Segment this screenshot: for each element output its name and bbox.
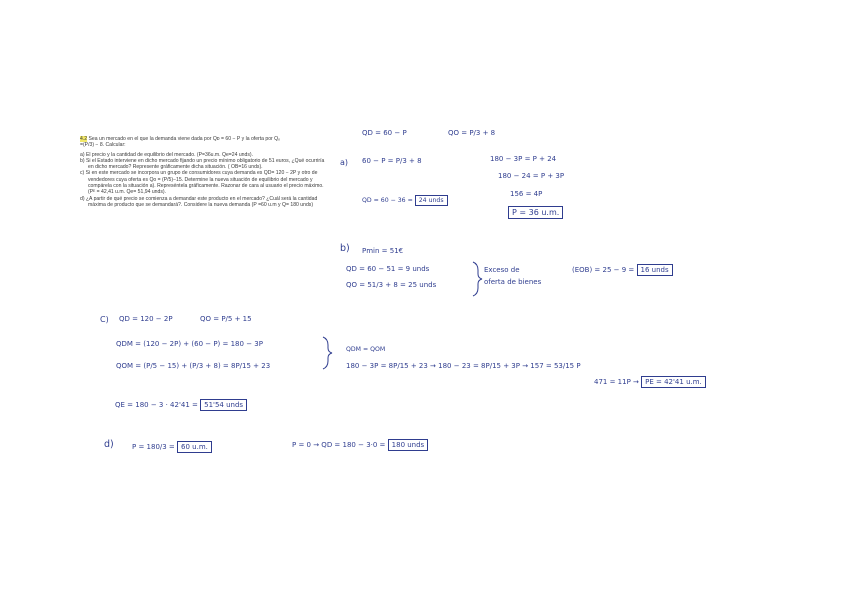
answer-b-box: 16 unds bbox=[637, 264, 673, 276]
answer-c-supply: QO = P/5 + 15 bbox=[200, 315, 252, 323]
answer-c-eq1: 180 − 3P = 8P/15 + 23 → 180 − 23 = 8P/15 + 3P → 157 = 53/15 P bbox=[346, 362, 581, 370]
brace-b bbox=[473, 262, 482, 296]
brace-c bbox=[323, 337, 332, 369]
question-b: b) Si el Estado interviene en dicho mercado fijando un precio mínimo obligatorio de 51 euros, ¿Qué ocurriría en dicho mercado? Represente gráficamente dicha situación. ( OB=16 unds). bbox=[80, 157, 325, 171]
answer-b-note-2: oferta de bienes bbox=[484, 278, 542, 286]
question-a: a) El precio y la cantidad de equilibrio del mercado. (P=36u.m. Qe=24 unds). bbox=[80, 151, 254, 158]
answer-b-note-1: Exceso de bbox=[484, 266, 520, 274]
answer-d-price: P = 180/3 = 60 u.m. bbox=[132, 443, 212, 451]
answer-a-quantity: QD = 60 − 36 = 24 unds bbox=[362, 197, 448, 204]
answer-a-eq4: 156 = 4P bbox=[510, 190, 543, 198]
answer-c-eq2: 471 = 11P → PE = 42'41 u.m. bbox=[594, 378, 706, 386]
answer-c-quantity-box: 51'54 unds bbox=[200, 399, 247, 411]
question-c: c) Si en este mercado se incorpora un grupo de consumidores cuya demanda es QD= 120 − 2P y otro de vendedores cuya oferta es Qo = (P/5)−15. Determine la nueva situación de equilibrio del mercado y compárela con la situación a). Represéntela gráficamente. Razonar de cara al usuario el precio máximo. (Pᴱ = 42,41 u.m. Qe= 51,94 unds). bbox=[80, 170, 324, 196]
answer-b-qd: QD = 60 − 51 = 9 unds bbox=[346, 265, 430, 273]
answer-b-pmin: Pmin = 51€ bbox=[362, 247, 404, 255]
answer-c-demand: QD = 120 − 2P bbox=[119, 315, 173, 323]
answer-c-quantity: QE = 180 − 3 · 42'41 = 51'54 unds bbox=[115, 401, 247, 409]
problem-line-1: 4.2 Sea un mercado en el que la demanda viene dada por Qᴅ = 60 − P y la oferta por Qₒ bbox=[80, 136, 281, 142]
answer-a-quantity-box: 24 unds bbox=[415, 195, 448, 206]
answer-b-eob: (EOB) = 25 − 9 = 16 unds bbox=[572, 266, 673, 274]
answer-d-label: d) bbox=[104, 439, 114, 450]
answer-a-eq1: 60 − P = P/3 + 8 bbox=[362, 157, 422, 165]
problem-line-2: =(P/3) − 8. Calcular: bbox=[80, 142, 126, 149]
answer-b-qo: QO = 51/3 + 8 = 25 unds bbox=[346, 281, 437, 289]
answer-c-label: C) bbox=[100, 315, 109, 324]
answer-a-eq2: 180 − 3P = P + 24 bbox=[490, 155, 557, 163]
answer-d-price-box: 60 u.m. bbox=[177, 441, 212, 453]
answer-c-equilibrium-label: QDM = QOM bbox=[346, 346, 386, 353]
answer-a-price-box: P = 36 u.m. bbox=[508, 206, 563, 219]
answer-a-eq3: 180 − 24 = P + 3P bbox=[498, 172, 565, 180]
header-supply: QO = P/3 + 8 bbox=[448, 129, 496, 137]
answer-c-market-demand: QDM = (120 − 2P) + (60 − P) = 180 − 3P bbox=[116, 340, 263, 348]
answer-c-market-supply: QOM = (P/5 − 15) + (P/3 + 8) = 8P/15 + 23 bbox=[116, 362, 271, 370]
answer-d-quantity: P = 0 → QD = 180 − 3·0 = 180 unds bbox=[292, 441, 428, 449]
question-d: d) ¿A partir de qué precio se comienza a demandar este producto en el mercado? ¿Cuál será la cantidad máxima de producto que se demandará?. Considere la nueva demanda (P =60 u.m y Q= 180 unds) bbox=[80, 195, 318, 208]
answer-c-price-box: PE = 42'41 u.m. bbox=[641, 376, 706, 388]
answer-d-quantity-box: 180 unds bbox=[388, 439, 429, 451]
answer-b-label: b) bbox=[340, 243, 350, 254]
problem-number-highlight: 4.2 bbox=[80, 136, 88, 142]
answer-a-label: a) bbox=[340, 158, 349, 167]
header-demand: QD = 60 − P bbox=[362, 129, 407, 137]
